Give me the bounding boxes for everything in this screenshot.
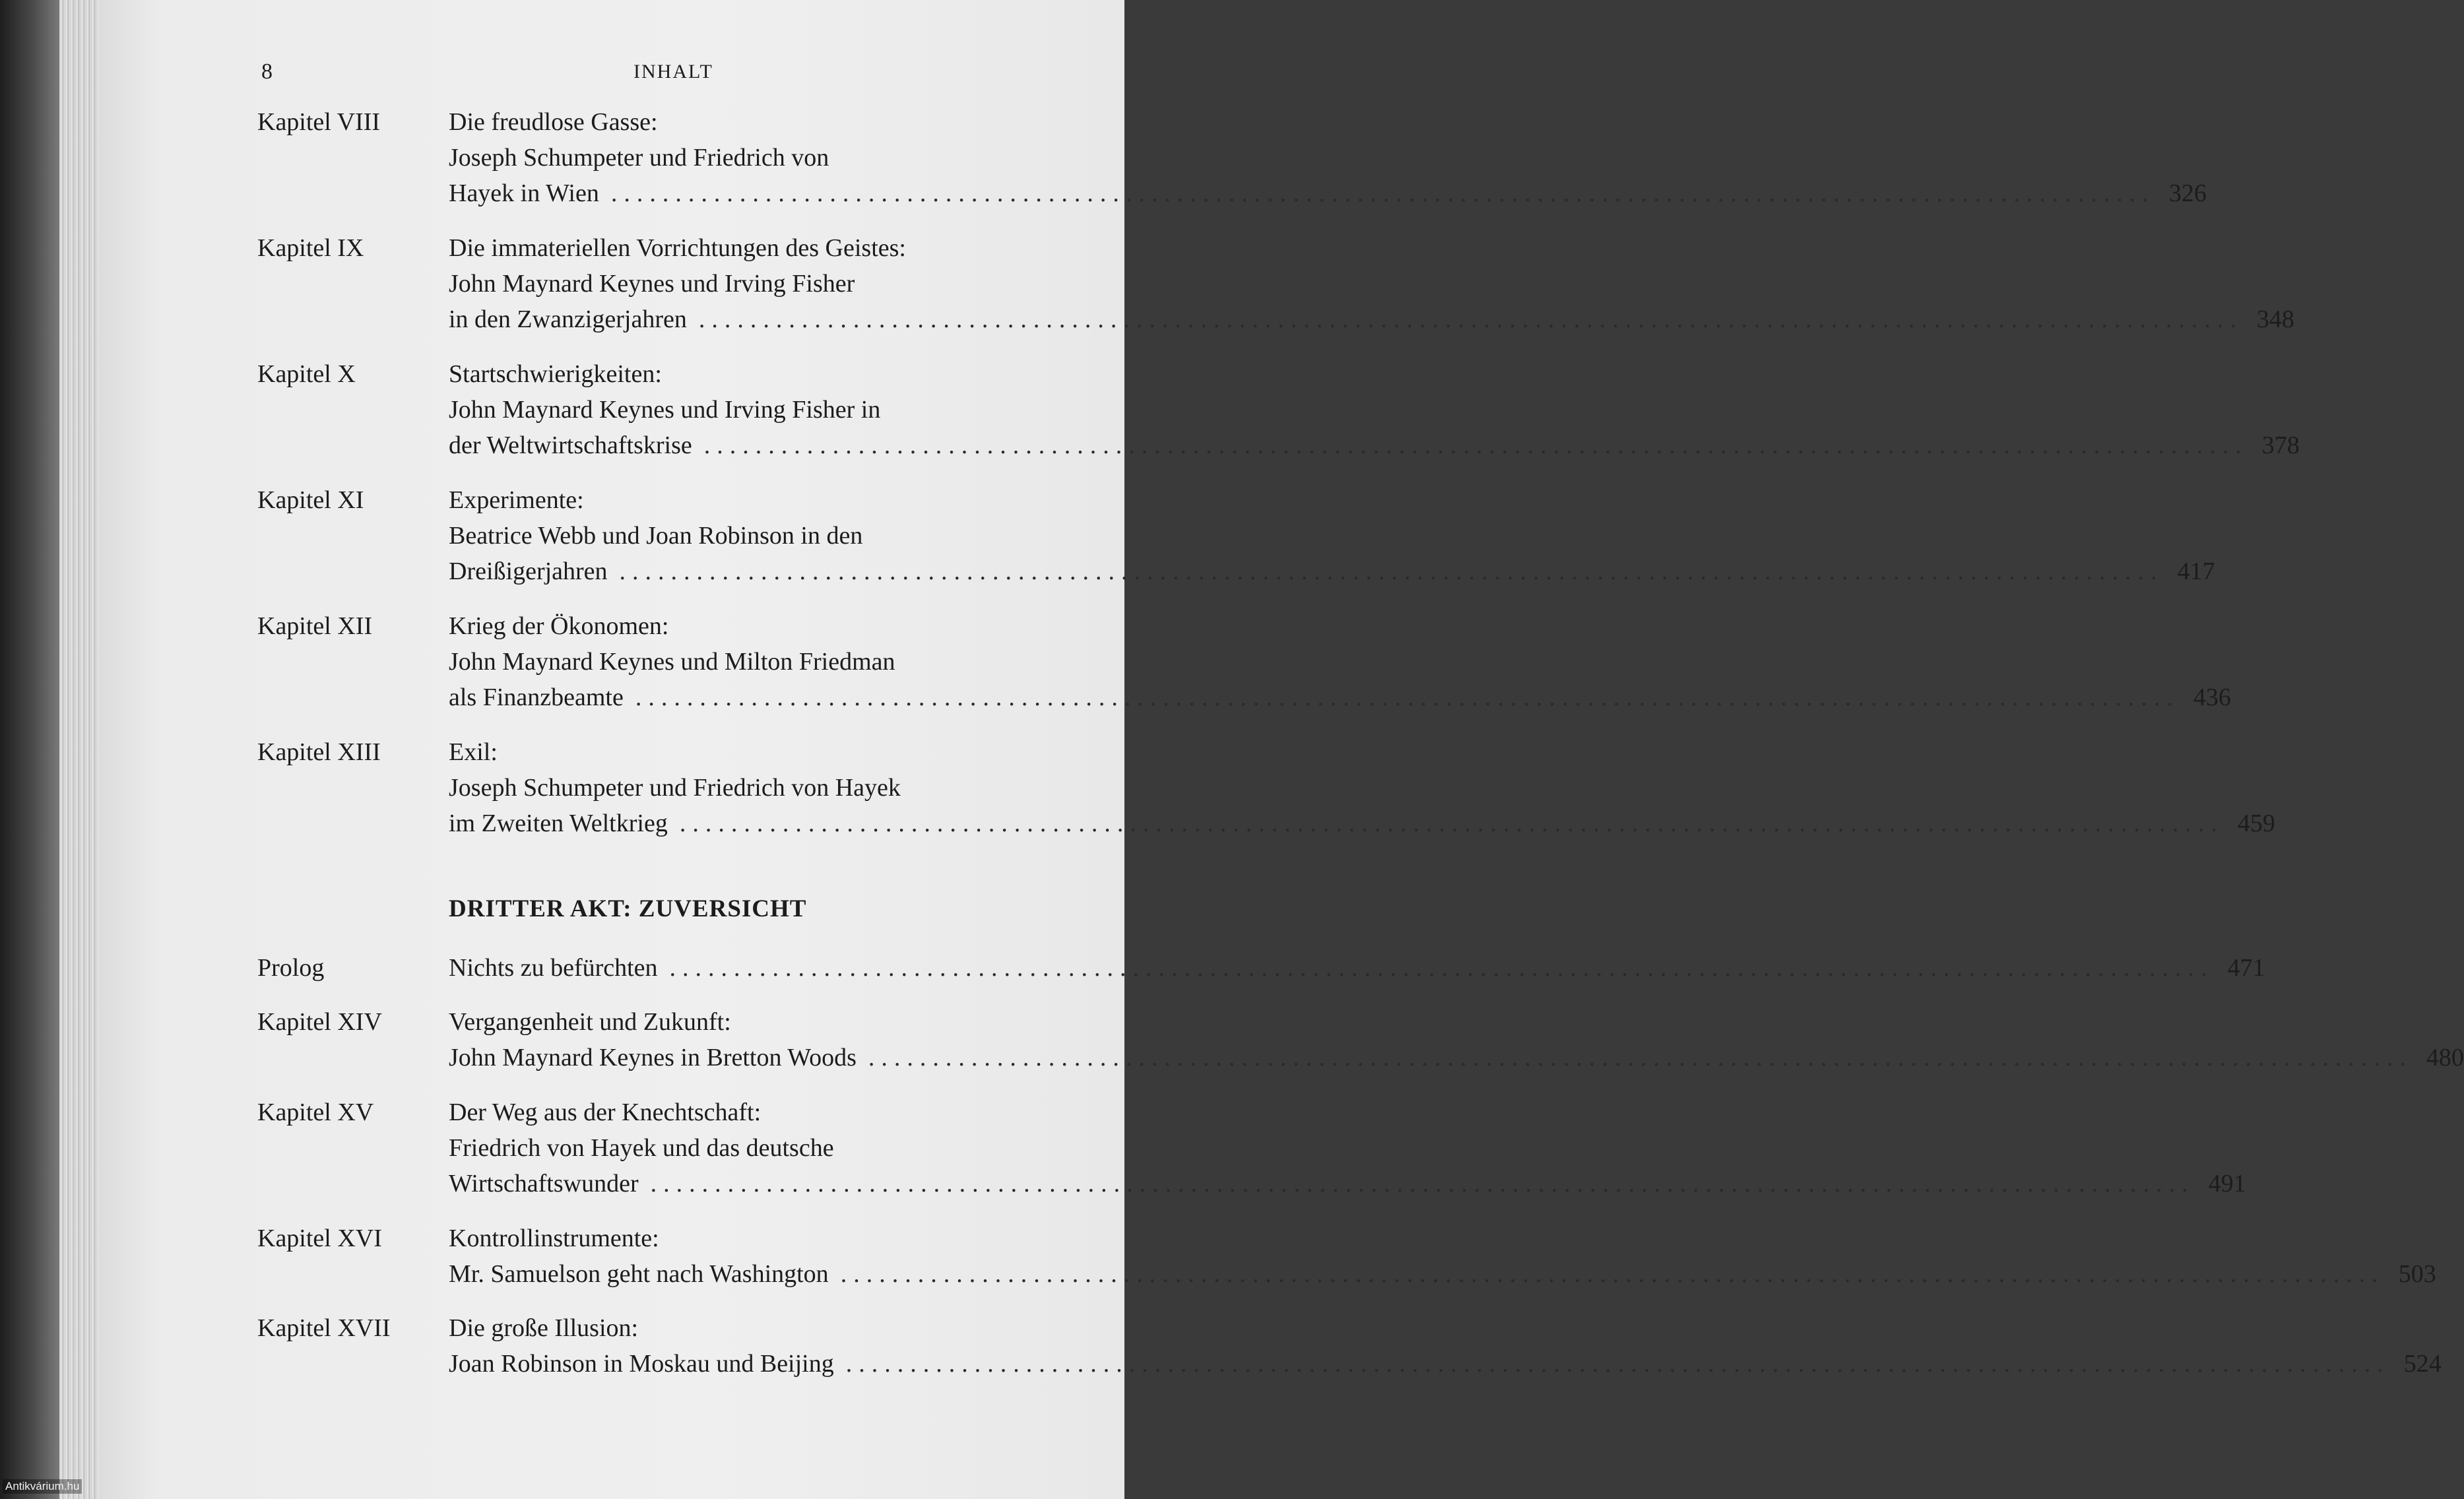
dot-leader: ........................................................................................................................ — [610, 179, 2155, 207]
entry-title-line: Die große Illusion: — [449, 1314, 639, 1342]
entry-title-line: Die immateriellen Vorrichtungen des Geistes: — [449, 234, 906, 262]
page-reference: 436 — [2193, 684, 2231, 711]
entry-body — [449, 608, 2231, 715]
entry-title-line: John Maynard Keynes und Irving Fisher — [449, 270, 855, 298]
page-reference: 503 — [2398, 1260, 2436, 1288]
entry-title-line: Joseph Schumpeter und Friedrich von Hayek — [449, 774, 901, 802]
entry-body — [449, 1004, 2464, 1075]
page-reference: 348 — [2256, 305, 2294, 333]
dot-leader: ........................................................................................................................ — [619, 558, 2164, 585]
entry-title-line: der Weltwirtschaftskrise — [449, 431, 692, 459]
entry-title-line: Der Weg aus der Knechtschaft: — [449, 1099, 762, 1126]
page-reference: 378 — [2261, 431, 2300, 459]
dot-leader: ........................................................................................................................ — [679, 810, 2224, 837]
entry-title-line: Exil: — [449, 738, 498, 766]
entry-body — [449, 1095, 2246, 1201]
book-page — [99, 0, 2464, 1499]
page-header — [99, 59, 1124, 92]
entry-title-line: Joan Robinson in Moskau und Beijing — [449, 1350, 834, 1378]
dot-leader: ........................................................................................................................ — [650, 1170, 2195, 1197]
entry-title-line: John Maynard Keynes und Milton Friedman — [449, 648, 895, 676]
entry-title-line: John Maynard Keynes und Irving Fisher in — [449, 396, 881, 424]
chapter-label: Kapitel VIII — [257, 108, 381, 136]
chapter-label: Kapitel X — [257, 360, 356, 388]
entry-final-line — [449, 175, 2207, 211]
dot-leader: ........................................................................................................................ — [698, 305, 2243, 333]
entry-body — [449, 230, 2294, 337]
page-reference: 459 — [2237, 810, 2275, 837]
entry-final-line — [449, 428, 2300, 463]
chapter-label: Kapitel XVII — [257, 1314, 391, 1342]
page-number: 8 — [261, 59, 273, 84]
running-head: INHALT — [633, 61, 713, 82]
entry-final-line — [449, 1040, 2464, 1075]
entry-body — [449, 482, 2215, 589]
entry-title-line: Kontrollinstrumente: — [449, 1225, 659, 1252]
entry-final-line — [449, 302, 2294, 337]
entry-title-line: Krieg der Ökonomen: — [449, 612, 669, 640]
entry-title-line: Experimente: — [449, 486, 584, 514]
book-spine-shadow — [0, 0, 59, 1499]
dot-leader: ........................................................................................................................ — [868, 1044, 2413, 1071]
entry-title-line: Startschwierigkeiten: — [449, 360, 662, 388]
page-reference: 471 — [2227, 954, 2265, 982]
chapter-label: Kapitel XI — [257, 486, 364, 514]
entry-final-line — [449, 950, 2265, 986]
dot-leader: ........................................................................................................................ — [669, 954, 2214, 982]
entry-title-line: Beatrice Webb und Joan Robinson in den — [449, 522, 863, 550]
chapter-label: Prolog — [257, 954, 325, 982]
entry-title-line: Dreißigerjahren — [449, 558, 608, 585]
chapter-label: Kapitel IX — [257, 234, 364, 262]
entry-title-line: Vergangenheit und Zukunft: — [449, 1008, 731, 1036]
watermark: Antikvárium.hu — [3, 1479, 82, 1494]
entry-title-line: Mr. Samuelson geht nach Washington — [449, 1260, 829, 1288]
entry-title-line: John Maynard Keynes in Bretton Woods — [449, 1044, 857, 1071]
dot-leader: ........................................................................................................................ — [840, 1260, 2385, 1288]
entry-final-line — [449, 680, 2231, 715]
entry-title-line: als Finanzbeamte — [449, 684, 624, 711]
page-reference: 417 — [2177, 558, 2215, 585]
section-heading: DRITTER AKT: ZUVERSICHT — [449, 895, 807, 922]
entry-body — [449, 356, 2300, 463]
page-reference: 491 — [2208, 1170, 2246, 1197]
entry-final-line — [449, 1166, 2246, 1201]
chapter-label: Kapitel XV — [257, 1099, 374, 1126]
chapter-label: Kapitel XIII — [257, 738, 381, 766]
page-reference: 524 — [2403, 1350, 2442, 1378]
page-reference: 326 — [2168, 179, 2207, 207]
entry-body — [449, 950, 2265, 986]
chapter-label: Kapitel XIV — [257, 1008, 382, 1036]
entry-title-line: Die freudlose Gasse: — [449, 108, 658, 136]
entry-title-line: Joseph Schumpeter und Friedrich von — [449, 144, 829, 172]
entry-title-line: Wirtschaftswunder — [449, 1170, 639, 1197]
entry-final-line — [449, 1256, 2436, 1292]
entry-title-line: Friedrich von Hayek und das deutsche — [449, 1134, 834, 1162]
entry-title-line: im Zweiten Weltkrieg — [449, 810, 668, 837]
chapter-label: Kapitel XII — [257, 612, 373, 640]
entry-title-line: Nichts zu befürchten — [449, 954, 658, 982]
chapter-label: Kapitel XVI — [257, 1225, 382, 1252]
entry-body — [449, 734, 2275, 841]
entry-body — [449, 1221, 2436, 1292]
entry-final-line — [449, 806, 2275, 841]
entry-final-line — [449, 1346, 2442, 1382]
dot-leader: ........................................................................................................................ — [703, 431, 2248, 459]
page-reference: 480 — [2426, 1044, 2464, 1071]
dot-leader: ........................................................................................................................ — [635, 684, 2180, 711]
entry-title-line: Hayek in Wien — [449, 179, 599, 207]
entry-final-line — [449, 554, 2215, 589]
dot-leader: ........................................................................................................................ — [845, 1350, 2390, 1378]
entry-body — [449, 104, 2207, 211]
entry-body — [449, 1310, 2442, 1382]
entry-title-line: in den Zwanzigerjahren — [449, 305, 687, 333]
